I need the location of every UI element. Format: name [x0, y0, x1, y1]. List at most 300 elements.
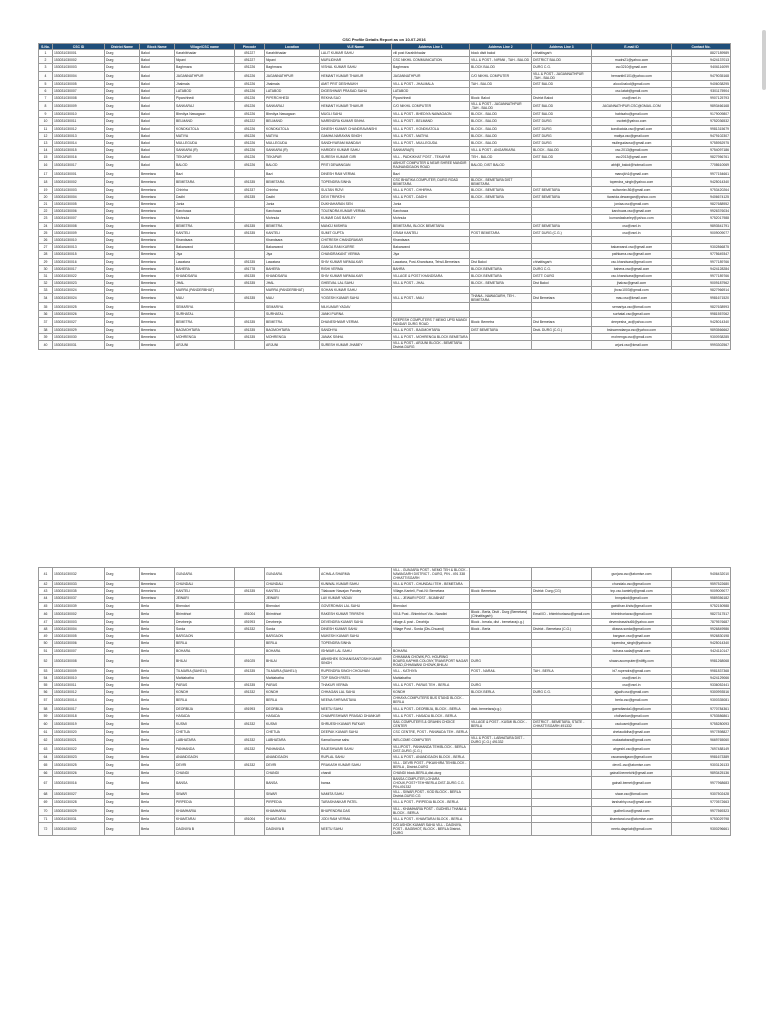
table-cell: SAIL COMPUTER'S & GRAHIN CHOICE CENTER — [392, 719, 470, 728]
table-cell — [470, 208, 532, 215]
table-cell: 51 — [39, 647, 53, 654]
table-row — [39, 667, 731, 674]
table-cell: 9302866875 — [672, 244, 731, 251]
table-row — [39, 229, 731, 236]
table-cell: DIGESHWAR PRASAD SAHU — [320, 87, 392, 94]
table-cell: Bhediya Nawagaon — [175, 111, 235, 118]
table-cell — [235, 251, 265, 258]
table-cell: Berla — [140, 770, 175, 777]
table-cell: 9752150988 — [672, 602, 731, 609]
table-cell: 62 — [39, 736, 53, 745]
table-cell — [532, 581, 592, 588]
table-cell: 44 — [39, 595, 53, 602]
table-cell — [532, 790, 592, 799]
table-cell — [470, 745, 532, 754]
table-cell: 9977189766 — [672, 272, 731, 279]
table-cell — [532, 251, 592, 258]
table-cell: Durg — [105, 822, 140, 835]
table-cell: 153031030028 — [53, 799, 105, 806]
table-cell: Durg — [105, 625, 140, 632]
table-cell: 9 — [39, 111, 53, 118]
table-cell: Durg — [105, 244, 140, 251]
table-cell: block distt balod — [470, 50, 532, 57]
table-cell: BLOCK - BEMETARA DIST BEMETARA — [470, 177, 532, 186]
table-cell — [470, 712, 532, 719]
table-cell: Durg — [105, 57, 140, 64]
table-cell: BELMAND — [175, 118, 235, 125]
table-cell: 49 — [39, 633, 53, 640]
table-row — [39, 640, 731, 647]
table-cell: GUNJARA — [265, 568, 320, 581]
table-cell: cscbel@yahoo.com — [592, 118, 672, 125]
table-cell — [470, 806, 532, 815]
table-cell: C/O ASHOK KUMAR SAHU VILL - DAGNIYA, POST - BAGBHOT, BLOCK - BERLA District-DURG — [392, 822, 470, 835]
table-row — [39, 201, 731, 208]
table-cell: RUPENDRA SINGH CHOUHAN — [320, 667, 392, 674]
table-row — [39, 102, 731, 111]
column-header: Address Line 1 — [392, 44, 470, 50]
table-cell: Bhendari — [175, 602, 235, 609]
table-cell: JAGANNATHPUR — [175, 71, 235, 80]
table-cell: KONDH — [175, 689, 235, 696]
table-cell: Dist Balod — [532, 280, 592, 287]
table-cell — [470, 790, 532, 799]
table-cell: Nipani — [265, 57, 320, 64]
table-row — [39, 581, 731, 588]
table-cell — [235, 170, 265, 177]
table-cell: GANGA RAM KURRE — [320, 244, 392, 251]
table-cell: 54 — [39, 674, 53, 681]
table-cell — [592, 236, 672, 243]
table-row — [39, 815, 731, 822]
table-cell: RAKESH KUMAR TRIPATHI — [320, 609, 392, 618]
table-cell: BEMETRA — [265, 222, 320, 229]
column-header: Village/CSC name — [175, 44, 235, 50]
table-cell: DIST BALOD — [532, 102, 592, 111]
table-cell: Jhalmala — [175, 80, 235, 87]
table-cell: MAU — [175, 294, 235, 303]
table-cell: 72 — [39, 822, 53, 835]
table-cell: 53 — [39, 667, 53, 674]
table-cell: Balod — [140, 71, 175, 80]
table-cell: Mohnula — [392, 215, 470, 222]
table-cell: DEORBIJA — [265, 705, 320, 712]
table-cell: Durg — [105, 132, 140, 139]
table-cell: BEMETRA — [175, 222, 235, 229]
table-cell: Baghmara — [175, 64, 235, 71]
table-cell: 153031030005 — [53, 633, 105, 640]
table-cell — [532, 287, 592, 294]
table-cell: VILL & POST - CHUNDALI TEH - BEMETARA — [392, 581, 470, 588]
column-header: Contact No. — [672, 44, 731, 50]
table-cell: 31 — [39, 272, 53, 279]
table-cell — [470, 201, 532, 208]
table-cell: CSC NIKHIL COMMUNICATION — [392, 57, 470, 64]
table-cell — [532, 201, 592, 208]
table-cell: siwar.csc@kmail.com — [592, 790, 672, 799]
table-cell — [532, 208, 592, 215]
table-cell: Balod — [140, 125, 175, 132]
table-cell: Berla — [140, 705, 175, 712]
table-cell: 491226 — [235, 64, 265, 71]
table-cell — [235, 674, 265, 681]
table-row — [39, 696, 731, 705]
table-cell: 32 — [39, 280, 53, 287]
table-cell: 15 — [39, 154, 53, 161]
table-row — [39, 625, 731, 632]
table-cell — [235, 201, 265, 208]
table-cell: BEMETARA, BLOCK BEMETARA — [392, 222, 470, 229]
table-cell: 491226 — [235, 80, 265, 87]
table-cell: 153031030024 — [53, 294, 105, 303]
table-cell: 9752017988 — [672, 215, 731, 222]
table-cell — [532, 770, 592, 777]
table-cell: CHUNDALI — [175, 581, 235, 588]
table-cell: BLOCK - BALOD — [470, 111, 532, 118]
table-cell: Berla — [140, 719, 175, 728]
table-cell: KONDKATOLA — [175, 125, 235, 132]
table-cell: Karchuwa — [175, 208, 235, 215]
table-cell: 12 — [39, 132, 53, 139]
table-cell — [470, 647, 532, 654]
table-cell: Jiya — [392, 251, 470, 258]
table-cell: Balod — [140, 50, 175, 57]
table-cell: 153031030023 — [53, 754, 105, 761]
table-cell — [532, 682, 592, 689]
csc-profile-table-page-1 — [38, 43, 731, 350]
table-cell: BLOCK - BALOD — [470, 118, 532, 125]
table-cell: CHITRESH CHANDRAKAR — [320, 236, 392, 243]
table-cell — [470, 728, 532, 735]
table-cell: vill post Karahibhadar — [392, 50, 470, 57]
table-cell: TAH - BALOD — [470, 80, 532, 87]
table-cell: 153031030005 — [53, 80, 105, 87]
table-cell: PARAS — [175, 682, 235, 689]
table-cell: BANSA COMPUTER,LOHARA CHOUK,POST+TEH+BERLA DIST-DURG C.G. PIN-491332 — [392, 777, 470, 790]
table-cell: Email ID - bhimbhoriacsc@gmail.com — [532, 609, 592, 618]
table-cell: Durg — [105, 102, 140, 111]
table-cell: Jhalmala — [265, 80, 320, 87]
table-cell: GUNJARA — [175, 568, 235, 581]
table-cell: 9424137013 — [672, 57, 731, 64]
table-cell: topendra_singh@yahoo.com — [592, 177, 672, 186]
table-cell: csc2013@gmail.com — [592, 154, 672, 161]
table-cell: Bemetara — [140, 186, 175, 193]
table-cell: Durg — [105, 815, 140, 822]
table-cell: Durg — [105, 272, 140, 279]
table-cell: Balod — [140, 64, 175, 71]
table-cell: Bazi — [392, 170, 470, 177]
table-cell: DEVRI — [175, 761, 235, 770]
table-cell: BHUPENDRA DAS — [320, 806, 392, 815]
table-cell: 4 — [39, 71, 53, 80]
table-cell: VILL & POST - ANGARKARA — [470, 147, 532, 154]
table-cell: DIST BEMETARA — [470, 326, 532, 333]
table-cell: 24 — [39, 222, 53, 229]
table-cell: csckusmi@gmail.com — [592, 719, 672, 728]
table-cell: VILL & POST - MATIYA — [392, 132, 470, 139]
table-row — [39, 80, 731, 87]
table-cell — [592, 50, 672, 57]
table-cell: District: Durg (CG) — [532, 588, 592, 595]
table-cell: Durg — [105, 258, 140, 265]
table-cell: MARRA (PANDERBHAT) — [265, 287, 320, 294]
table-cell: 41 — [39, 568, 53, 581]
table-cell — [532, 236, 592, 243]
table-cell: 153031030030 — [53, 334, 105, 341]
table-cell: 153031030013 — [53, 132, 105, 139]
table-cell: 16 — [39, 161, 53, 170]
table-cell: 153031030004 — [53, 71, 105, 80]
table-cell: Durg — [105, 799, 140, 806]
table-cell: 153031030011 — [53, 118, 105, 125]
table-row — [39, 588, 731, 595]
table-cell: PRITI DEWANGAN — [320, 161, 392, 170]
table-row — [39, 64, 731, 71]
table-cell: 9893566662 — [672, 326, 731, 333]
table-cell: NEETU SAHU — [320, 705, 392, 712]
table-cell: LATABOD — [175, 87, 235, 94]
table-cell: 153031030006 — [53, 208, 105, 215]
table-cell — [532, 568, 592, 581]
table-cell: CHETUA — [265, 728, 320, 735]
table-cell: Bemetara — [140, 193, 175, 200]
table-cell: Block - Berla, Distt - Durg (Bemetara) (Chhattisgarh) — [470, 609, 532, 618]
table-cell — [235, 602, 265, 609]
table-cell: MAU — [265, 294, 320, 303]
table-cell: SURESH KUMAR GIRI — [320, 154, 392, 161]
table-cell — [470, 236, 532, 243]
table-cell: Durg — [105, 287, 140, 294]
table-cell: 61 — [39, 728, 53, 735]
table-cell: BEMETRA — [175, 317, 235, 326]
table-cell: CHHAYA COMPUTERS BUS STAND BLOCK - BERLA — [392, 696, 470, 705]
table-cell — [470, 602, 532, 609]
table-cell: Bazi — [175, 170, 235, 177]
table-cell: 9479035168 — [672, 71, 731, 80]
table-cell: WELCOME COMPUTER — [392, 736, 470, 745]
table-cell — [235, 244, 265, 251]
table-cell: 491335 — [235, 280, 265, 287]
table-cell: 9752036532 — [672, 118, 731, 125]
table-cell: Bemetara — [140, 244, 175, 251]
table-cell: SEMARIYA — [175, 303, 235, 310]
table-cell: KHANDSARA — [265, 272, 320, 279]
table-cell: 153031030021 — [53, 736, 105, 745]
table-cell — [532, 303, 592, 310]
table-cell: Durg — [105, 94, 140, 101]
table-cell: 491226 — [235, 87, 265, 94]
table-cell: 7 — [39, 94, 53, 101]
table-cell: Bhimbhori — [265, 609, 320, 618]
table-cell: 153031030011 — [53, 682, 105, 689]
table-cell: Bemetara — [140, 222, 175, 229]
table-cell: Bemetara — [140, 341, 175, 350]
table-cell: MUGLI SAHU — [320, 111, 392, 118]
table-cell: 153031030029 — [53, 326, 105, 333]
table-cell: BANSA — [175, 777, 235, 790]
table-cell: 491226 — [235, 154, 265, 161]
table-row — [39, 193, 731, 200]
table-cell — [470, 87, 532, 94]
table-cell: LABHATARA — [175, 736, 235, 745]
table-cell: SHIV KUMAR NIRMALKAR — [320, 272, 392, 279]
table-cell: VILL & POST - JAGANNATHPUR ,TAH - BALOD — [532, 71, 592, 80]
table-cell: Bemetara — [140, 215, 175, 222]
table-cell: Berla — [140, 609, 175, 618]
table-row — [39, 317, 731, 326]
table-cell: Lawatara — [265, 258, 320, 265]
table-cell — [470, 754, 532, 761]
table-cell: Balod — [140, 57, 175, 64]
table-cell: HEMANT KUMAR THAKUR — [320, 102, 392, 111]
table-cell: Village-Kanteli, Post-Ni: Bemetara — [392, 588, 470, 595]
table-cell: 491222 — [235, 118, 265, 125]
table-cell: Berla — [140, 790, 175, 799]
table-cell: AMIT PRIT DESHMUKH — [320, 80, 392, 87]
table-cell: kumardasbarley@yahoo.com — [592, 215, 672, 222]
table-cell: devri1.csc@atomise.com — [592, 761, 672, 770]
table-cell: Bemetara — [140, 317, 175, 326]
table-cell: deepesha_ac@yahoo.com — [592, 317, 672, 326]
table-row — [39, 822, 731, 835]
table-cell: DIST BALOD — [532, 80, 592, 87]
table-cell: 491004 — [235, 609, 265, 618]
table-cell: GHEEVAL LAL SAHU — [320, 280, 392, 287]
table-cell — [235, 806, 265, 815]
table-cell: VILL - DEVRI POST - PIKAKHIRA TEH/BLOCK - BERLA , District-DURG — [392, 761, 470, 770]
table-cell: PIRPEDIA — [265, 799, 320, 806]
table-cell: mau.csc@kmail.com — [592, 294, 672, 303]
table-cell: 153031030019 — [53, 719, 105, 728]
table-cell: 9336052441 — [672, 682, 731, 689]
table-cell: HARIDEV KUMAR SAHU — [320, 147, 392, 154]
table-cell — [235, 215, 265, 222]
table-cell: Durg — [105, 736, 140, 745]
table-cell: VISHAL KUMAR SAHU — [320, 64, 392, 71]
table-cell: Berla — [140, 682, 175, 689]
table-cell: bakarwand.csc@gmail.com — [592, 244, 672, 251]
table-cell — [470, 815, 532, 822]
scrollbar[interactable] — [762, 30, 766, 90]
table-cell: BAHRA — [392, 265, 470, 272]
table-cell — [235, 777, 265, 790]
table-cell: MATIYA — [175, 132, 235, 139]
table-row — [39, 310, 731, 317]
table-cell: csc3210@gmail.com — [592, 64, 672, 71]
table-cell — [470, 770, 532, 777]
table-cell: mohrenga.csc@gmail.com — [592, 334, 672, 341]
table-cell — [470, 287, 532, 294]
table-cell: ARJUNI — [265, 341, 320, 350]
table-cell: ahgeshl.csc@gmail.com — [592, 745, 672, 754]
table-cell: Durg — [105, 118, 140, 125]
table-cell: KHAMHARIA — [265, 806, 320, 815]
table-cell: BAGMOHTARA — [265, 326, 320, 333]
table-row — [39, 244, 731, 251]
table-cell: Karahibhadar — [175, 50, 235, 57]
table-cell: Durg — [105, 229, 140, 236]
table-cell: 9977154661 — [672, 170, 731, 177]
table-cell: BOHARA — [175, 647, 235, 654]
table-cell: 22 — [39, 208, 53, 215]
table-cell: HEMANT KUMAR THAKUR — [320, 71, 392, 80]
table-cell: DAGNIYA B — [265, 822, 320, 835]
table-cell: Durg — [105, 71, 140, 80]
table-cell: chhattisgarh — [532, 258, 592, 265]
table-cell: 153031030032 — [53, 822, 105, 835]
table-row — [39, 799, 731, 806]
table-cell: Berla — [140, 667, 175, 674]
table-cell: TARASHANKAR PATEL — [320, 799, 392, 806]
table-cell: Bemetara — [140, 334, 175, 341]
table-cell: VILL & POST - BELMAND — [392, 118, 470, 125]
table-cell: 9425014340 — [672, 317, 731, 326]
table-cell: Berla — [140, 696, 175, 705]
table-row — [39, 777, 731, 790]
table-row — [39, 94, 731, 101]
table-cell — [532, 674, 592, 681]
table-cell: Mahlabatha — [175, 674, 235, 681]
table-cell: Jonia — [265, 201, 320, 208]
table-cell: SOHAN KUMAR SAHU — [320, 287, 392, 294]
table-cell: 71 — [39, 815, 53, 822]
table-cell: 153031030017 — [53, 161, 105, 170]
table-cell: 9981671520 — [672, 294, 731, 303]
table-row — [39, 71, 731, 80]
table-row — [39, 647, 731, 654]
table-cell: VILL & POST - JHALMALA — [392, 80, 470, 87]
table-cell: 153031030008 — [53, 94, 105, 101]
table-cell: Durg — [105, 745, 140, 754]
table-cell — [235, 647, 265, 654]
table-cell: DIST DURG — [532, 139, 592, 146]
table-cell: 23 — [39, 215, 53, 222]
table-cell: CHHAGAN LAL SAHU — [320, 689, 392, 696]
table-cell: Balod — [140, 139, 175, 146]
table-cell — [470, 640, 532, 647]
table-cell — [532, 595, 592, 602]
table-cell: Durg — [105, 696, 140, 705]
table-cell: 25 — [39, 229, 53, 236]
table-cell: manojkh1@gmail.com — [592, 170, 672, 177]
table-cell: DIST BEMETARA — [532, 222, 592, 229]
table-cell: 153031030018 — [53, 712, 105, 719]
table-cell: 153031030012 — [53, 125, 105, 132]
table-cell: Berla — [140, 674, 175, 681]
table-cell: Bemetara — [140, 568, 175, 581]
table-cell: MULLEGUDA — [175, 139, 235, 146]
table-cell: Balod — [140, 102, 175, 111]
table-cell: 153031030017 — [53, 705, 105, 712]
table-cell: 9755280093 — [672, 719, 731, 728]
table-cell: Durg — [105, 667, 140, 674]
table-cell: Durg — [105, 602, 140, 609]
table-cell — [532, 654, 592, 667]
table-row — [39, 654, 731, 667]
table-cell — [470, 595, 532, 602]
table-cell: GRAM KANTELI — [392, 229, 470, 236]
table-cell: khamtarai.csc@atomise.com — [592, 815, 672, 822]
table-cell: 9406038295 — [672, 80, 731, 87]
table-cell: 9301175904 — [672, 87, 731, 94]
table-cell: 59 — [39, 712, 53, 719]
table-cell: 491335 — [235, 222, 265, 229]
table-cell: csc.khandsara@gmail.com — [592, 272, 672, 279]
table-cell: 47 — [39, 618, 53, 625]
table-cell: Baghmara — [392, 64, 470, 71]
table-cell: csc@vsnl.in — [592, 682, 672, 689]
